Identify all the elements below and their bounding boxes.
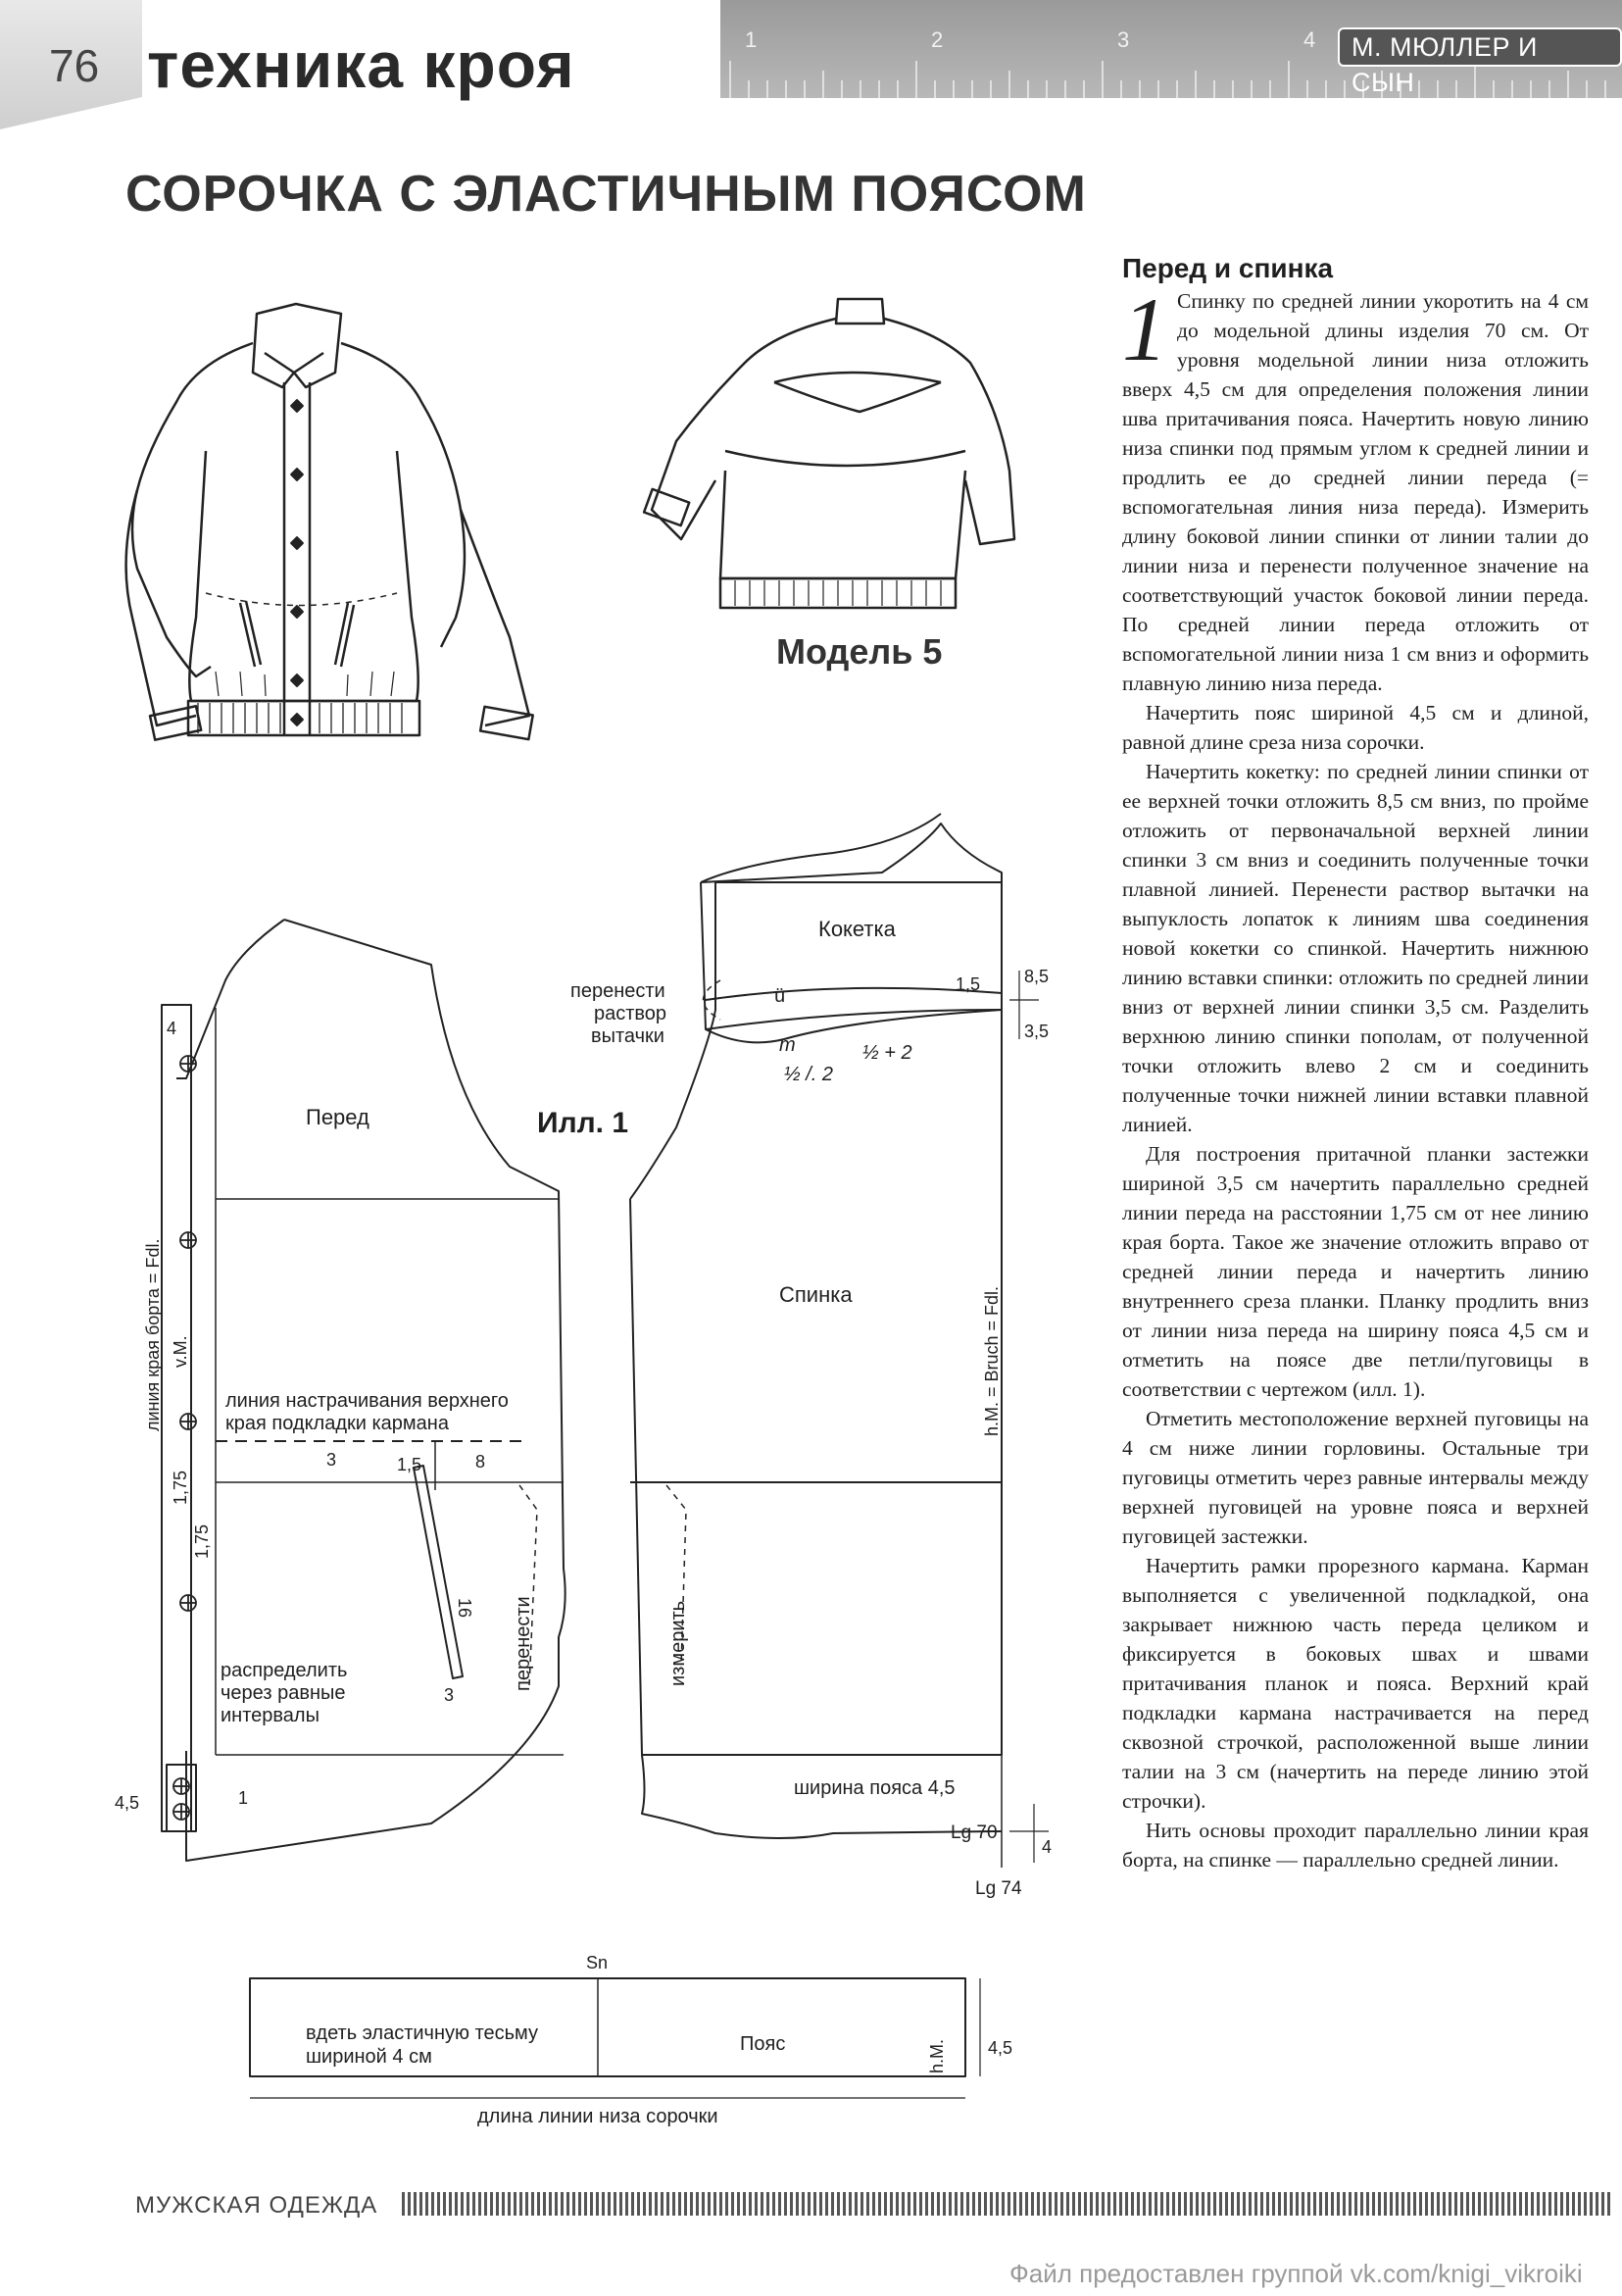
model-label: Модель 5 bbox=[776, 631, 943, 672]
footer-barcode-strip bbox=[402, 2192, 1612, 2216]
transfer-dart-line3: вытачки bbox=[591, 1025, 664, 1047]
ruler-number: 1 bbox=[745, 27, 758, 52]
vm-label: v.M. bbox=[171, 1335, 190, 1368]
belt-hm-label: h.M. bbox=[927, 2038, 947, 2073]
subheading: Перед и спинка bbox=[1122, 253, 1334, 283]
source-credit: Файл предоставлен группой vk.com/knigi_vikroiki bbox=[1009, 2259, 1583, 2288]
belt-width-label: ширина пояса 4,5 bbox=[794, 1777, 956, 1799]
footer-series: МУЖСКАЯ ОДЕЖДА bbox=[135, 2192, 378, 2219]
dim-4-5: 4,5 bbox=[115, 1793, 140, 1813]
yoke-u-label: ü bbox=[774, 985, 786, 1007]
dim-8: 8 bbox=[475, 1452, 486, 1472]
paragraph: Спинку по средней линии укоротить на 4 см до модельной длины изделия 70 см. От уровня модельной линии низа отложить вверх 4,5 см для определения положения линии шва притачивания пояса. Начертить новую линию низа спинки под прямым углом к средней линии и продлить ее до средней линии переда (= вспомогательная линия низа переда). Измерить длину боковой линии спинки от линии талии до линии низа и перенести полученное значение на соответствующий участок боковой линии переда. По средней линии переда отложить от вспомогательной линии низа 1 см вниз и оформить плавную линию низа переда. bbox=[1122, 289, 1589, 695]
yoke-label: Кокетка bbox=[818, 917, 896, 941]
distribute-line3: интервалы bbox=[221, 1705, 319, 1726]
dim-1-5-top: 1,5 bbox=[956, 974, 981, 994]
measure-label: измерить bbox=[667, 1600, 689, 1686]
transfer-dart-line1: перенести bbox=[570, 980, 665, 1002]
section-title: техника кроя bbox=[147, 28, 575, 101]
lg74-label: Lg 74 bbox=[975, 1878, 1022, 1899]
dim-3-5: 3,5 bbox=[1024, 1022, 1050, 1041]
dim-1: 1 bbox=[238, 1788, 249, 1808]
back-piece-outline bbox=[630, 882, 1002, 1199]
dim-1-75a: 1,75 bbox=[171, 1470, 190, 1505]
paragraph: Начертить пояс шириной 4,5 см и длиной, равной длине среза низа сорочки. bbox=[1122, 701, 1589, 754]
pocket-lining-line2: края подкладки кармана bbox=[225, 1413, 449, 1434]
belt-length-label: длина линии низа сорочки bbox=[477, 2106, 718, 2127]
ruler-number: 2 bbox=[931, 27, 944, 52]
paragraph: Начертить рамки прорезного кармана. Карман выполняется с увеличенной подкладкой, она закрывает нижнюю часть переда целиком и фиксируется в боковых швах и швами притачивания планок и пояса. Верхний край подкладки кармана настрачивается на перед сквозной строчкой, расположенной выше линии талии на 3 см (начертить на переде линию этой строчки). bbox=[1122, 1554, 1589, 1813]
transfer-dart-line2: раствор bbox=[594, 1003, 667, 1024]
dim-4-top: 4 bbox=[167, 1019, 177, 1038]
dim-16: 16 bbox=[455, 1598, 474, 1619]
lg70-label: Lg 70 bbox=[951, 1822, 998, 1843]
belt-text-line2: шириной 4 см bbox=[306, 2046, 432, 2068]
publisher-badge: М. МЮЛЛЕР И СЫН bbox=[1338, 27, 1622, 67]
edge-line-label: линия края борта = Fdl. bbox=[143, 1238, 163, 1431]
belt-dim-label: 4,5 bbox=[988, 2038, 1013, 2058]
belt-text-line1: вдеть эластичную тесьму bbox=[306, 2022, 539, 2044]
paragraph: Для построения притачной планки застежки шириной 3,5 см начертить параллельно средней линии переда на расстоянии 1,75 см от нее линию края борта. Такое же значение отложить вправо от средней линии переда и начертить линию внутреннего среза планки. Планку продлить вниз от линии низа переда на ширину пояса 4,5 см и отметить на поясе две петли/пуговицы в соответствии с чертежом (илл. 1). bbox=[1122, 1142, 1589, 1401]
distribute-line1: распределить bbox=[221, 1660, 348, 1681]
belt-label: Пояс bbox=[740, 2033, 786, 2055]
dim-4-right: 4 bbox=[1042, 1837, 1053, 1857]
page-number: 76 bbox=[49, 40, 100, 91]
distribute-line2: через равные bbox=[221, 1682, 346, 1704]
placket bbox=[162, 1005, 191, 1831]
pocket-lining-line1: линия настрачивания верхнего bbox=[225, 1390, 509, 1412]
yoke-half2-label: ½ /. 2 bbox=[784, 1064, 834, 1085]
article-title: СОРОЧКА С ЭЛАСТИЧНЫМ ПОЯСОМ bbox=[125, 166, 1087, 223]
dim-3: 3 bbox=[326, 1450, 337, 1470]
ruler-number: 4 bbox=[1303, 27, 1316, 52]
paragraph: Отметить местоположение верхней пуговицы на 4 см ниже линии горловины. Остальные три пуговицы отметить через равные интервалы между верхней пуговицей на уровне пояса и верхней пуговицей застежки. bbox=[1122, 1407, 1589, 1548]
paragraph: Нить основы проходит параллельно линии края борта, на спинке — параллельно средней линии. bbox=[1122, 1819, 1589, 1872]
dim-1-5: 1,5 bbox=[397, 1455, 422, 1474]
yoke-m-label: m bbox=[779, 1034, 796, 1056]
hm-label: h.M. = Bruch = Fdl. bbox=[982, 1285, 1002, 1436]
ill-label: Илл. 1 bbox=[537, 1107, 629, 1139]
sn-label: Sn bbox=[586, 1953, 609, 1972]
dim-1-75b: 1,75 bbox=[192, 1523, 212, 1559]
ruler-number: 3 bbox=[1117, 27, 1130, 52]
paragraph: Начертить кокетку: по средней линии спинки от ее верхней точки отложить 8,5 см вниз, по пройме отложить от первоначальной верхней линии спинки 3 см вниз и соединить полученные точки плавной линией. Перенести раствор вытачки на выпуклость лопаток к линиям шва соединения новой кокетки со спинкой. Начертить нижнюю линию вставки спинки: отложить по средней линии вниз от верхней линии спинки 3,5 см. Разделить верхнюю линию спинки пополам, от полученной точки отложить влево 2 см и соединить полученные точки нижней линии вставки плавной линией. bbox=[1122, 760, 1589, 1136]
yoke-half-plus2-label: ½ + 2 bbox=[862, 1042, 912, 1064]
dim-8-5: 8,5 bbox=[1024, 967, 1050, 986]
back-label: Спинка bbox=[779, 1282, 853, 1307]
front-label: Перед bbox=[306, 1105, 369, 1129]
dim-3-bottom: 3 bbox=[444, 1685, 455, 1705]
article-body bbox=[1122, 253, 1589, 1874]
drop-cap: 1 bbox=[1122, 279, 1167, 379]
transfer-label: перенести bbox=[513, 1596, 534, 1691]
